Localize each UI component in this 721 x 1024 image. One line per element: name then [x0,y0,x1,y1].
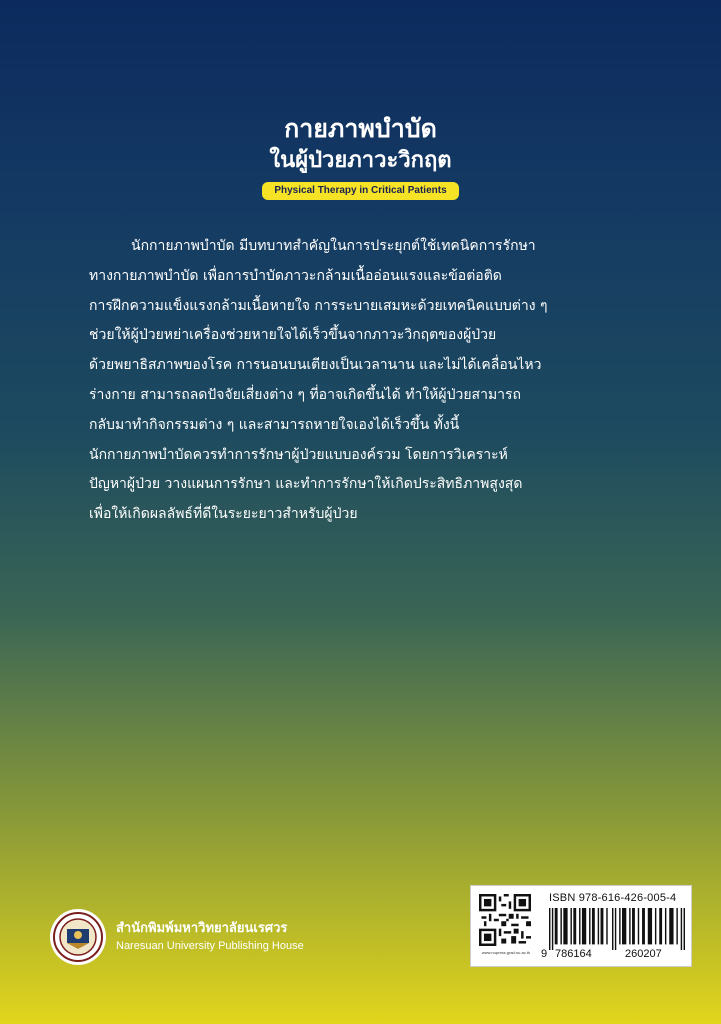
qr-url: www.nupress.grad.nu.ac.th [481,950,531,955]
publisher-name-thai: สำนักพิมพ์มหาวิทยาลัยนเรศวร [116,921,288,936]
barcode-icon [549,908,685,950]
blurb-line: กลับมาทำกิจกรรมต่าง ๆ และสามารถหายใจเองได้เร็วขึ้น ทั้งนี้ [89,416,460,433]
publisher-block [50,905,304,969]
university-seal-icon [50,909,106,965]
ean-digits-group1: 786164 [555,948,592,960]
blurb-line: ด้วยพยาธิสภาพของโรค การนอนบนเตียงเป็นเวลานาน และไม่ได้เคลื่อนไหว [89,357,542,374]
blurb-line: ช่วยให้ผู้ป่วยหย่าเครื่องช่วยหายใจได้เร็วขึ้นจากภาวะวิกฤตของผู้ป่วย [89,327,497,344]
blurb-line: ปัญหาผู้ป่วย วางแผนการรักษา และทำการรักษาให้เกิดประสิทธิภาพสูงสุด [89,476,523,493]
blurb-line: นักกายภาพบำบัด มีบทบาทสำคัญในการประยุกต์ใช้เทคนิคการรักษา [131,238,536,254]
ean-digit-first: 9 [541,948,548,960]
isbn-barcode-box [470,885,692,967]
isbn-label: ISBN 978-616-426-005-4 [549,892,677,904]
back-cover-blurb [89,232,613,530]
publisher-name-english: Naresuan University Publishing House [116,940,304,952]
blurb-line: การฝึกความแข็งแรงกล้ามเนื้อหายใจ การระบายเสมหะด้วยเทคนิคแบบต่าง ๆ [89,297,548,314]
qr-code-icon [479,894,531,946]
blurb-line: ร่างกาย สามารถลดปัจจัยเสี่ยงต่าง ๆ ที่อาจเกิดขึ้นได้ ทำให้ผู้ป่วยสามารถ [89,386,522,403]
blurb-line: ทางกายภาพบำบัด เพื่อการบำบัดภาวะกล้ามเนื้ออ่อนแรงและข้อต่อติด [89,267,502,284]
book-title-line2: ในผู้ป่วยภาวะวิกฤต [269,148,452,173]
ean-digits-group2: 260207 [625,948,662,960]
english-subtitle-badge: Physical Therapy in Critical Patients [262,182,458,200]
blurb-line: เพื่อให้เกิดผลลัพธ์ที่ดีในระยะยาวสำหรับผู้ป่วย [89,506,358,523]
blurb-line: นักกายภาพบำบัดควรทำการรักษาผู้ป่วยแบบองค์รวม โดยการวิเคราะห์ [89,446,508,463]
book-title: กายภาพบำบัด [284,114,437,143]
title-block [0,112,721,200]
